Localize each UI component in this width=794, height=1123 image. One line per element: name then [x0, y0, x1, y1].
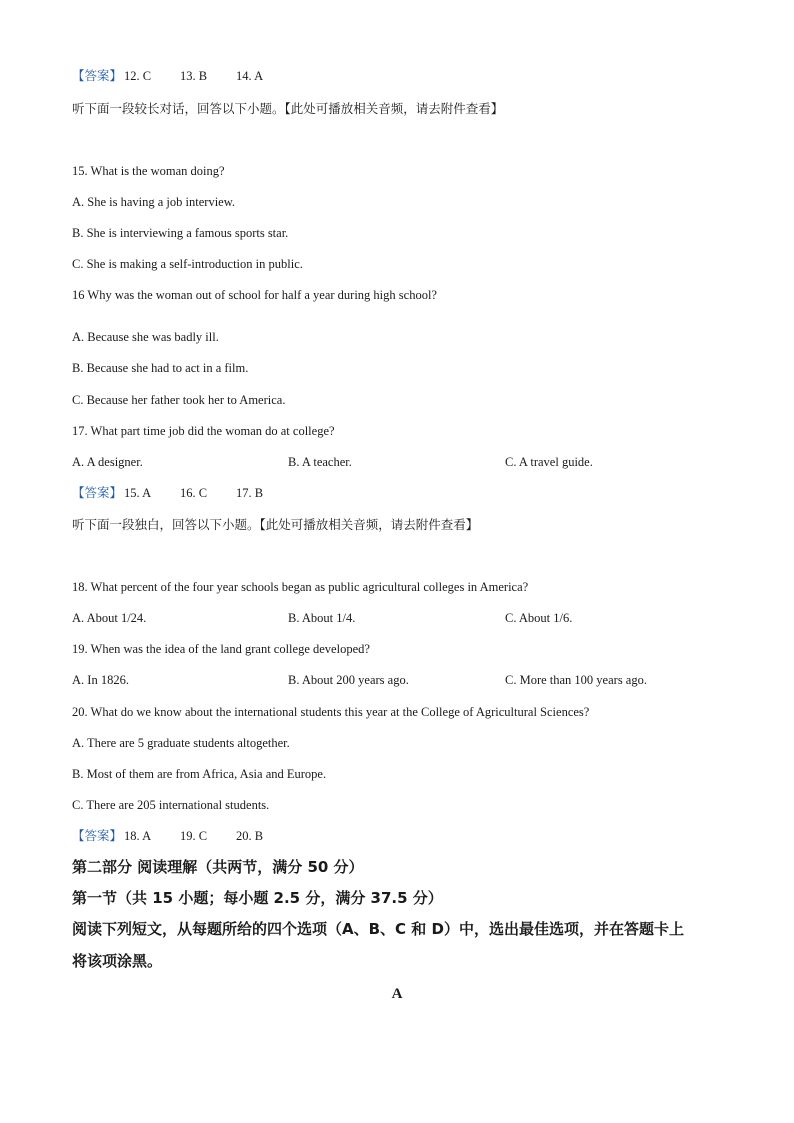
answer-item: 13. B — [180, 69, 208, 83]
question-19-option-c: C. More than 100 years ago. — [505, 673, 647, 687]
question-18-options — [72, 610, 722, 626]
answer-tag: 【答案】 — [72, 68, 123, 83]
question-19-option-b: B. About 200 years ago. — [288, 673, 409, 687]
answer-item: 15. A — [124, 486, 152, 500]
listening-intro-2: 听下面一段独白，回答以下小题。【此处可播放相关音频，请去附件查看】 — [72, 517, 479, 532]
answer-line-2 — [72, 485, 263, 501]
question-20-option-a: A. There are 5 graduate students altogether. — [72, 736, 290, 750]
question-16-option-c: C. Because her father took her to America. — [72, 393, 286, 407]
part-heading: 第二部分 阅读理解（共两节，满分 50 分） — [72, 858, 364, 876]
section-heading: 第一节（共 15 小题；每小题 2.5 分，满分 37.5 分） — [72, 889, 443, 907]
answer-item: 16. C — [180, 486, 208, 500]
question-20-option-c: C. There are 205 international students. — [72, 798, 270, 812]
question-19-options — [72, 672, 722, 688]
question-18-stem: 18. What percent of the four year schools began as public agricultural colleges in America? — [72, 580, 529, 594]
question-16-option-b: B. Because she had to act in a film. — [72, 361, 249, 375]
answer-tag: 【答案】 — [72, 485, 123, 500]
passage-label: A — [391, 986, 403, 1002]
question-15-option-b: B. She is interviewing a famous sports star. — [72, 226, 289, 240]
question-18-option-b: B. About 1/4. — [288, 611, 356, 625]
answer-item: 14. A — [236, 69, 264, 83]
question-18-option-a: A. About 1/24. — [72, 611, 147, 625]
answer-item: 18. A — [124, 829, 152, 843]
question-15-option-c: C. She is making a self-introduction in public. — [72, 257, 303, 271]
answer-line-1 — [72, 68, 263, 84]
question-16-stem: 16 Why was the woman out of school for half a year during high school? — [72, 288, 437, 302]
instruction-line-2: 将该项涂黑。 — [72, 952, 163, 970]
question-17-option-b: B. A teacher. — [288, 455, 352, 469]
answer-line-3 — [72, 828, 263, 844]
answer-item: 20. B — [236, 829, 264, 843]
question-19-option-a: A. In 1826. — [72, 673, 129, 687]
answer-item: 19. C — [180, 829, 208, 843]
question-15-stem: 15. What is the woman doing? — [72, 164, 225, 178]
question-20-stem: 20. What do we know about the international students this year at the College of Agricultural Sciences? — [72, 705, 590, 719]
question-15-option-a: A. She is having a job interview. — [72, 195, 236, 209]
answer-item: 12. C — [124, 69, 152, 83]
question-18-option-c: C. About 1/6. — [505, 611, 573, 625]
answer-item: 17. B — [236, 486, 264, 500]
question-17-stem: 17. What part time job did the woman do at college? — [72, 424, 335, 438]
question-17-options — [72, 454, 722, 470]
question-16-option-a: A. Because she was badly ill. — [72, 330, 219, 344]
question-20-option-b: B. Most of them are from Africa, Asia and Europe. — [72, 767, 327, 781]
question-17-option-c: C. A travel guide. — [505, 455, 593, 469]
listening-intro-1: 听下面一段较长对话，回答以下小题。【此处可播放相关音频，请去附件查看】 — [72, 101, 504, 116]
instruction-line-1: 阅读下列短文，从每题所给的四个选项（A、B、C 和 D）中，选出最佳选项，并在答题卡上 — [72, 920, 684, 938]
answer-tag: 【答案】 — [72, 828, 123, 843]
question-19-stem: 19. When was the idea of the land grant college developed? — [72, 642, 370, 656]
question-17-option-a: A. A designer. — [72, 455, 143, 469]
